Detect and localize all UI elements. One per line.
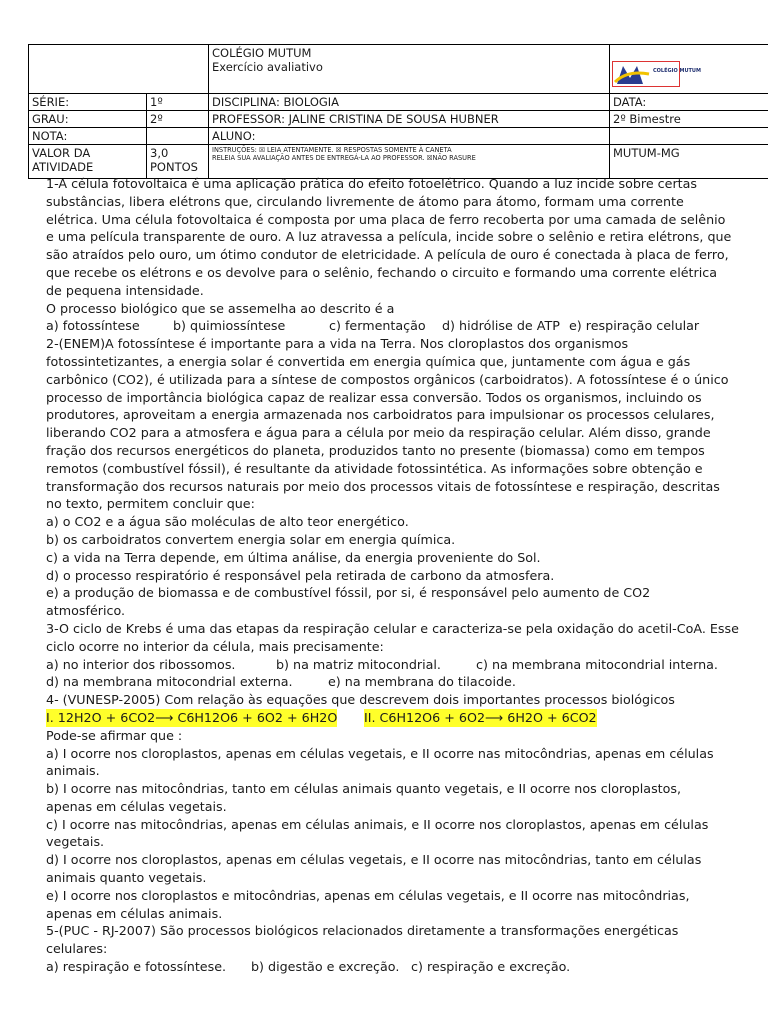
- q4-line: apenas em células vegetais.: [46, 798, 227, 814]
- header-blank-cell: [29, 45, 209, 94]
- question-3: [46, 620, 760, 691]
- q1-line: que recebe os elétrons e os devolve para o selênio, fechando o circuito e formando uma corrente elétrica: [46, 264, 718, 280]
- nota-value[interactable]: [147, 128, 209, 145]
- q4-line: e) I ocorre nos cloroplastos e mitocôndrias, apenas em células vegetais, e II ocorre nas mitocôndrias,: [46, 887, 690, 903]
- q2-option: e) a produção de biomassa e de combustível fóssil, por si, é responsável pelo aumento de CO2: [46, 585, 651, 601]
- q1-option-e: e) respiração celular: [569, 318, 700, 334]
- question-1: [46, 175, 760, 335]
- instructions-line-1: INSTRUÇÕES: ☒ LEIA ATENTAMENTE. ☒ RESPOSTAS SOMENTE À CANETA: [212, 146, 452, 154]
- q4-line: c) I ocorre nas mitocôndrias, apenas em células animais, e II ocorre nos cloroplastos, apenas em células: [46, 816, 709, 832]
- q3-line: ciclo ocorre no interior da célula, mais precisamente:: [46, 638, 384, 654]
- q2-line: transformação dos recursos naturais por meio dos processos vitais de fotossíntese e respiração, descritas: [46, 478, 720, 494]
- valor-value-cell: [147, 145, 209, 179]
- valor-label-2: ATIVIDADE: [32, 160, 94, 174]
- nota-row: [29, 128, 768, 145]
- valor-label-cell: [29, 145, 147, 179]
- q2-line: carbônico (CO2), é utilizada para a síntese de compostos orgânicos (carboidratos). A fotossíntese é o único: [46, 371, 729, 387]
- q2-line: remotos (combustível fóssil), é resultante da atividade fotossintética. As informações sobre obtenção e: [46, 460, 703, 476]
- q1-option-b: b) quimiossíntese: [173, 318, 286, 334]
- question-2: [46, 335, 760, 620]
- q3-option-d: d) na membrana mitocondrial externa.: [46, 674, 293, 690]
- nota-label: NOTA:: [29, 128, 147, 145]
- q4-equation-2: II. C6H12O6 + 6O2⟶ 6H2O + 6CO2: [364, 709, 597, 725]
- q1-option-d: d) hidrólise de ATP: [442, 318, 560, 334]
- q2-option: c) a vida na Terra depende, em última análise, da energia proveniente do Sol.: [46, 549, 541, 565]
- valor-label-1: VALOR DA: [32, 146, 91, 160]
- q2-line: fotossintetizantes, a energia solar é convertida em energia química que, juntamente com água e gás: [46, 353, 691, 369]
- professor: PROFESSOR: JALINE CRISTINA DE SOUSA HUBNER: [209, 111, 610, 128]
- school-logo: [612, 61, 701, 87]
- aluno-label: ALUNO:: [209, 128, 610, 145]
- local: MUTUM-MG: [610, 145, 768, 179]
- instructions-cell: [209, 145, 610, 179]
- q2-line: liberando CO2 para a atmosfera e água para a célula por meio da respiração celular. Além disso, grande: [46, 425, 711, 441]
- logo-cell: [610, 45, 768, 94]
- valor-row: [29, 145, 768, 179]
- q5-line: 5-(PUC - RJ-2007) São processos biológicos relacionados diretamente a transformações energéticas: [46, 923, 679, 939]
- q3-options-row-2: [46, 673, 760, 691]
- q5-option-c: c) respiração e excreção.: [411, 959, 571, 975]
- q1-line: elétrica. Uma célula fotovoltaica é composta por uma placa de ferro recoberta por uma camada de selênio: [46, 211, 726, 227]
- q4-line: apenas em células animais.: [46, 905, 223, 921]
- q4-line: a) I ocorre nos cloroplastos, apenas em células vegetais, e II ocorre nas mitocôndrias, apenas em células: [46, 745, 714, 761]
- header-title-row: [29, 45, 768, 94]
- school-title-cell: [209, 45, 610, 94]
- q1-line: são atraídos pelo ouro, um ótimo condutor de eletricidade. A película de ouro é conectada à placa de ferro,: [46, 247, 729, 263]
- q1-line: substâncias, libera elétrons que, circulando livremente de átomo para átomo, formam uma corrente: [46, 193, 684, 209]
- question-4: [46, 691, 760, 922]
- q4-line: animais.: [46, 763, 100, 779]
- q4-intro: 4- (VUNESP-2005) Com relação às equações que descrevem dois importantes processos biológicos: [46, 692, 675, 708]
- q2-line: processo de importância biológica capaz de realizar essa conversão. Todos os organismos, incluindo os: [46, 389, 702, 405]
- q2-option: b) os carboidratos convertem energia solar em energia química.: [46, 531, 456, 547]
- bimestre: 2º Bimestre: [610, 111, 768, 128]
- q2-line: fração dos recursos energéticos do planeta, produzidos tanto no presente (biomassa) como em tempos: [46, 442, 705, 458]
- q2-line: 2-(ENEM)A fotossíntese é importante para a vida na Terra. Nos cloroplastos dos organismos: [46, 336, 629, 352]
- logo-text: COLÉGIO MUTUM: [653, 68, 701, 74]
- serie-label: SÉRIE:: [29, 94, 147, 111]
- grau-value: 2º: [147, 111, 209, 128]
- aluno-extra: [610, 128, 768, 145]
- disciplina: DISCIPLINA: BIOLOGIA: [209, 94, 610, 111]
- grau-row: [29, 111, 768, 128]
- q2-option: d) o processo respiratório é responsável pela retirada de carbono da atmosfera.: [46, 567, 555, 583]
- q3-options-row-1: [46, 656, 760, 674]
- questions-body: [46, 175, 760, 976]
- q1-line: 1-A célula fotovoltaica é uma aplicação prática do efeito fotoelétrico. Quando a luz incide sobre certas: [46, 176, 698, 191]
- q4-equations: [46, 709, 760, 727]
- q2-line: no texto, permitem concluir que:: [46, 496, 255, 512]
- question-5: [46, 922, 760, 975]
- q3-line: 3-O ciclo de Krebs é uma das etapas da respiração celular e caracteriza-se pela oxidação do acetil-CoA. Esse: [46, 620, 739, 636]
- header-table: [28, 44, 768, 179]
- instructions-line-2: RELEIA SUA AVALIAÇÃO ANTES DE ENTREGÁ-LA AO PROFESSOR. ☒NÃO RASURE: [212, 154, 476, 162]
- q1-option-a: a) fotossíntese: [46, 318, 140, 334]
- exam-subtitle: Exercício avaliativo: [212, 60, 323, 74]
- data-label: DATA:: [610, 94, 768, 111]
- valor-value-2: PONTOS: [150, 160, 198, 174]
- q5-options: [46, 958, 760, 976]
- valor-value-1: 3,0: [150, 146, 169, 160]
- school-name: COLÉGIO MUTUM: [212, 46, 312, 60]
- q2-option: a) o CO2 e a água são moléculas de alto teor energético.: [46, 514, 409, 530]
- q4-line: vegetais.: [46, 834, 105, 850]
- serie-row: [29, 94, 768, 111]
- q4-line: d) I ocorre nos cloroplastos, apenas em células vegetais, e II ocorre nas mitocôndrias, tanto em células: [46, 852, 702, 868]
- q4-prompt: Pode-se afirmar que :: [46, 727, 183, 743]
- q2-option: atmosférico.: [46, 603, 126, 619]
- q3-option-e: e) na membrana do tilacoide.: [328, 674, 516, 690]
- serie-value: 1º: [147, 94, 209, 111]
- q5-option-b: b) digestão e excreção.: [251, 959, 400, 975]
- q3-option-c: c) na membrana mitocondrial interna.: [476, 656, 718, 672]
- q4-line: animais quanto vegetais.: [46, 870, 207, 886]
- logo-mark-icon: [613, 62, 679, 86]
- q5-option-a: a) respiração e fotossíntese.: [46, 959, 227, 975]
- q3-option-b: b) na matriz mitocondrial.: [276, 656, 441, 672]
- q1-options: [46, 317, 760, 335]
- q4-equation-1: I. 12H2O + 6CO2⟶ C6H12O6 + 6O2 + 6H2O: [46, 709, 338, 725]
- q1-line: O processo biológico que se assemelha ao descrito é a: [46, 300, 395, 316]
- q2-line: produtores, aproveitam a energia armazenada nos carboidratos para impulsionar os processos celulares,: [46, 407, 715, 423]
- q1-option-c: c) fermentação: [329, 318, 426, 334]
- q5-line: celulares:: [46, 941, 108, 957]
- q3-option-a: a) no interior dos ribossomos.: [46, 656, 236, 672]
- grau-label: GRAU:: [29, 111, 147, 128]
- q4-line: b) I ocorre nas mitocôndrias, tanto em células animais quanto vegetais, e II ocorre nos cloroplastos,: [46, 781, 682, 797]
- q1-line: de pequena intensidade.: [46, 282, 204, 298]
- q4-equation-1-wrap: [46, 709, 364, 727]
- q1-line: e uma película transparente de ouro. A luz atravessa a película, incide sobre o selênio e retira elétrons, que: [46, 229, 732, 245]
